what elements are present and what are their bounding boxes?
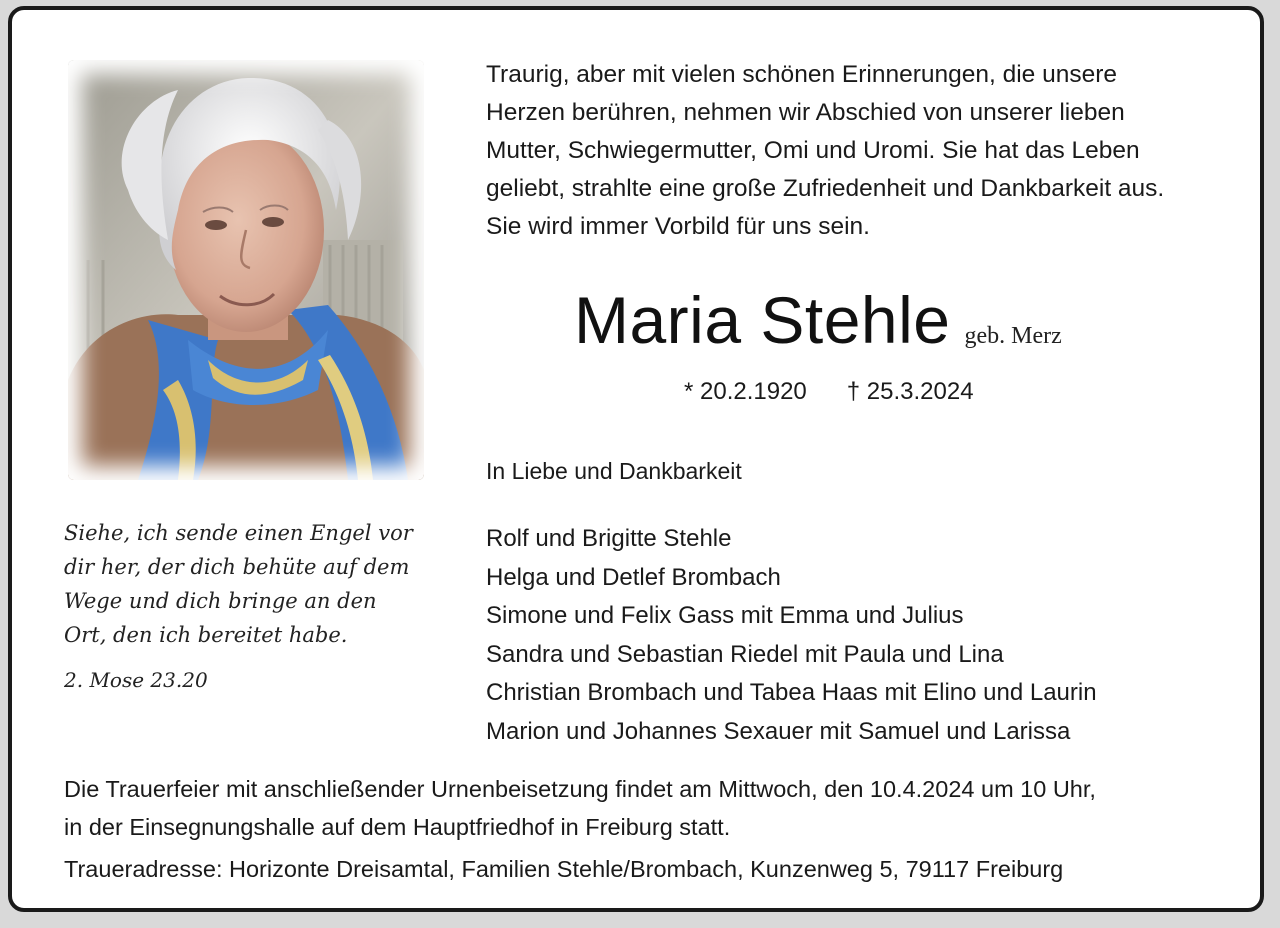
verse-line: Wege und dich bringe an den xyxy=(64,589,377,613)
ceremony-line: in der Einsegnungshalle auf dem Hauptfriedhof in Freiburg statt. xyxy=(64,814,731,840)
intro-line: Herzen berühren, nehmen wir Abschied von unserer lieben xyxy=(486,99,1125,126)
portrait-photo xyxy=(68,60,424,480)
birth-date: * 20.2.1920 xyxy=(684,378,807,405)
family-member: Simone und Felix Gass mit Emma und Julius xyxy=(486,602,964,629)
deceased-name: Maria Stehle xyxy=(574,283,951,357)
death-date: † 25.3.2024 xyxy=(846,378,974,405)
maiden-name: geb. Merz xyxy=(964,323,1062,349)
ceremony-line: Die Trauerfeier mit anschließender Urnenbeisetzung findet am Mittwoch, den 10.4.2024 um 10 Uhr, xyxy=(64,776,1096,802)
family-member: Christian Brombach und Tabea Haas mit Elino und Laurin xyxy=(486,679,1097,706)
intro-text xyxy=(486,56,1246,246)
family-member: Rolf und Brigitte Stehle xyxy=(486,525,732,552)
verse-line: dir her, der dich behüte auf dem xyxy=(64,555,410,579)
family-member: Helga und Detlef Brombach xyxy=(486,563,781,591)
family-member: Sandra und Sebastian Riedel mit Paula und Lina xyxy=(486,640,1004,668)
intro-line: Sie wird immer Vorbild für uns sein. xyxy=(486,213,870,240)
life-dates xyxy=(684,378,974,406)
verse-line: Ort, den ich bereitet habe. xyxy=(64,623,348,647)
portrait-illustration xyxy=(68,60,424,480)
family-list xyxy=(486,520,1097,751)
bible-verse xyxy=(64,516,434,652)
intro-line: Mutter, Schwiegermutter, Omi und Uromi. Sie hat das Leben xyxy=(486,137,1140,164)
ceremony-info xyxy=(64,770,1244,846)
mourning-address: Traueradresse: Horizonte Dreisamtal, Familien Stehle/Brombach, Kunzenweg 5, 79117 Freiburg xyxy=(64,856,1064,882)
verse-reference: 2. Mose 23.20 xyxy=(64,668,208,692)
intro-line: Traurig, aber mit vielen schönen Erinnerungen, die unsere xyxy=(486,61,1118,88)
obituary-card xyxy=(8,6,1264,912)
deceased-name-line xyxy=(574,282,1062,358)
intro-line: geliebt, strahlte eine große Zufriedenheit und Dankbarkeit aus. xyxy=(486,175,1165,202)
closing-phrase: In Liebe und Dankbarkeit xyxy=(486,458,742,484)
family-member: Marion und Johannes Sexauer mit Samuel und Larissa xyxy=(486,717,1071,745)
verse-line: Siehe, ich sende einen Engel vor xyxy=(64,521,413,545)
